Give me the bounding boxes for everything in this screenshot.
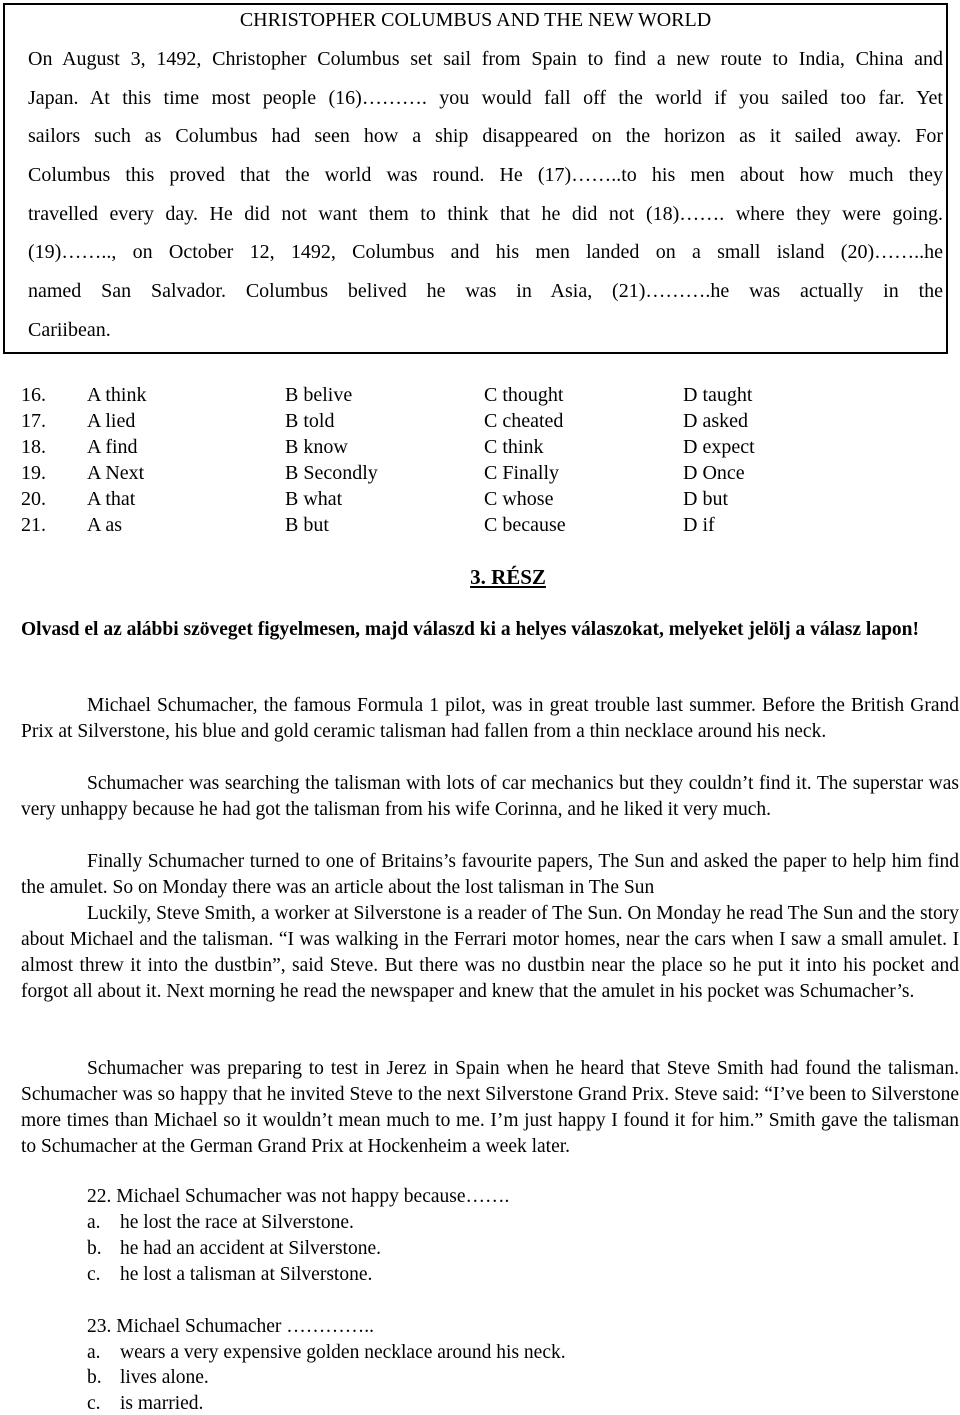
option-c: C Finally: [484, 462, 560, 484]
paragraph-text: Schumacher was preparing to test in Jerez in Spain when he heard that Steve Smith had found the talisman. Schumacher was so happy that he invited Steve to the next Silverstone Grand Prix. Steve said: “I’ve been to Silverstone more times than Michael so it wouldn’t mean much to me. I’m just happy I found it for him.” Smith gave the talisman to Schumacher at the German Grand Prix at Hockenheim a week later.: [21, 1058, 959, 1157]
question-number: 17.: [21, 410, 46, 432]
question-stem: 23. Michael Schumacher …………..: [87, 1316, 375, 1337]
option-c: C whose: [484, 488, 554, 510]
option-a: A Next: [87, 462, 145, 484]
section-title: 3. RÉSZ: [470, 565, 546, 589]
option-a: A as: [87, 514, 122, 536]
paragraph-text: Schumacher was searching the talisman with lots of car mechanics but they couldn’t find it. The superstar was very unhappy because he had got the talisman from his wife Corinna, and he liked it very much.: [21, 773, 959, 820]
option-d: D expect: [683, 436, 755, 458]
choice-text: is married.: [120, 1393, 204, 1414]
paragraph-text: Finally Schumacher turned to one of Britains’s favourite papers, The Sun and asked the paper to help him find the amulet. So on Monday there was an article about the lost talisman in The Sun: [21, 851, 959, 898]
paragraph: [21, 693, 959, 745]
option-a: A lied: [87, 410, 136, 432]
reading-title: CHRISTOPHER COLUMBUS AND THE NEW WORLD: [239, 9, 712, 31]
option-c: C think: [484, 436, 544, 458]
text-line: Japan. At this time most people (16)………. you would fall off the world if you sailed too far. Yet: [28, 87, 943, 109]
choice-letter: b.: [87, 1367, 102, 1388]
choice-letter: c.: [87, 1393, 101, 1414]
choice-text: he lost the race at Silverstone.: [120, 1212, 354, 1233]
question-number: 19.: [21, 462, 46, 484]
paragraph: [21, 849, 959, 901]
question-number: 20.: [21, 488, 46, 510]
question-number: 18.: [21, 436, 46, 458]
text-line: Cariibean.: [28, 319, 111, 341]
option-b: B know: [285, 436, 348, 458]
question-stem: 22. Michael Schumacher was not happy because…….: [87, 1186, 510, 1207]
text-line: (19)…….., on October 12, 1492, Columbus and his men landed on a small island (20)……..he: [28, 241, 943, 263]
choice-text: he had an accident at Silverstone.: [120, 1238, 381, 1259]
choice-letter: c.: [87, 1264, 101, 1285]
cloze-text-box: [3, 3, 948, 354]
paragraph: [21, 1056, 959, 1160]
question-number: 16.: [21, 384, 46, 406]
choice-text: lives alone.: [120, 1367, 209, 1388]
option-d: D but: [683, 488, 728, 510]
option-b: B belive: [285, 384, 353, 406]
instruction-text: Olvasd el az alábbi szöveget figyelmesen, majd válaszd ki a helyes válaszokat, melyeket jelölj a válasz lapon!: [21, 619, 920, 640]
text-line: sailors such as Columbus had seen how a ship disappeared on the horizon as it sailed away. For: [28, 125, 943, 147]
text-line: travelled every day. He did not want them to think that he did not (18)……. where they were going.: [28, 203, 943, 225]
paragraph-text: Luckily, Steve Smith, a worker at Silverstone is a reader of The Sun. On Monday he read The Sun and the story about Michael and the talisman. “I was walking in the Ferrari motor homes, near the cars when I saw a small amulet. I almost threw it into the dustbin”, said Steve. But there was no dustbin near the place so he put it into his pocket and forgot all about it. Next morning he read the newspaper and knew that the amulet in his pocket was Schumacher’s.: [21, 903, 959, 1002]
paragraph: [21, 901, 959, 1005]
option-c: C thought: [484, 384, 564, 406]
option-d: D Once: [683, 462, 745, 484]
text-line: Columbus this proved that the world was round. He (17)……..to his men about how much they: [28, 164, 943, 186]
option-d: D asked: [683, 410, 748, 432]
paragraph-text: Michael Schumacher, the famous Formula 1 pilot, was in great trouble last summer. Before the British Grand Prix at Silverstone, his blue and gold ceramic talisman had fallen from a thin necklace around his neck.: [21, 695, 959, 742]
option-b: B but: [285, 514, 329, 536]
choice-letter: a.: [87, 1342, 101, 1363]
text-line: named San Salvador. Columbus belived he was in Asia, (21)……….he was actually in the: [28, 280, 943, 302]
option-b: B Secondly: [285, 462, 378, 484]
option-c: C cheated: [484, 410, 564, 432]
option-b: B told: [285, 410, 335, 432]
option-a: A find: [87, 436, 138, 458]
choice-letter: a.: [87, 1212, 101, 1233]
option-a: A that: [87, 488, 136, 510]
text-line: On August 3, 1492, Christopher Columbus set sail from Spain to find a new route to India, China and: [28, 48, 943, 70]
option-c: C because: [484, 514, 566, 536]
option-a: A think: [87, 384, 147, 406]
question-number: 21.: [21, 514, 46, 536]
choice-letter: b.: [87, 1238, 102, 1259]
choice-text: wears a very expensive golden necklace around his neck.: [120, 1342, 566, 1363]
choice-text: he lost a talisman at Silverstone.: [120, 1264, 373, 1285]
option-b: B what: [285, 488, 343, 510]
option-d: D taught: [683, 384, 753, 406]
paragraph: [21, 771, 959, 823]
option-d: D if: [683, 514, 715, 536]
